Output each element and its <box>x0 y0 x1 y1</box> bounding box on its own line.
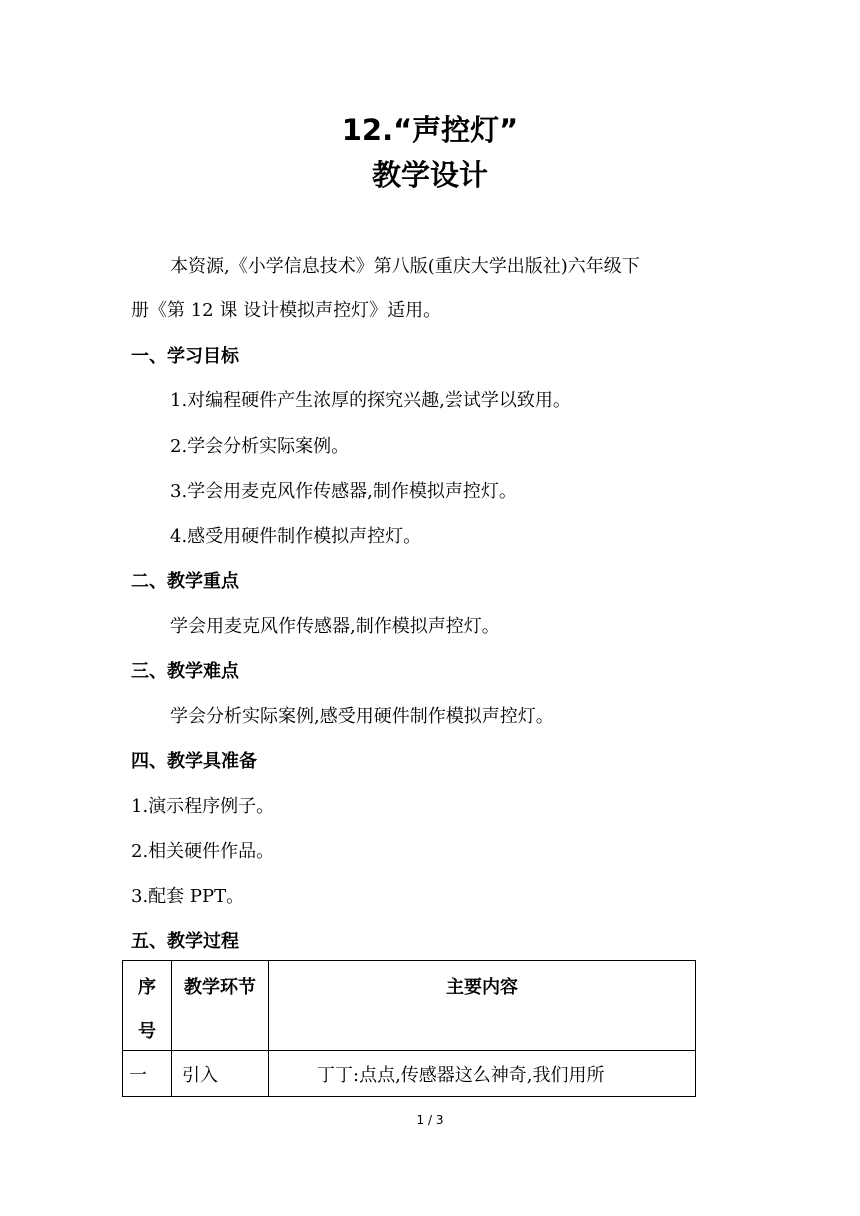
goal-item-3: 3.学会用麦克风作传感器,制作模拟声控灯。 <box>170 481 517 502</box>
goal-item-1: 1.对编程硬件产生浓厚的探究兴趣,尝试学以致用。 <box>170 390 571 411</box>
section-heading-materials: 四、教学具准备 <box>131 751 257 772</box>
row-content-cell <box>269 1051 696 1097</box>
difficulties-text: 学会分析实际案例,感受用硬件制作模拟声控灯。 <box>170 706 554 727</box>
intro-line-1: 本资源,《小学信息技术》第八版(重庆大学出版社)六年级下 <box>170 256 640 277</box>
table-header-row <box>123 961 696 1051</box>
intro-line-2: 册《第 12 课 设计模拟声控灯》适用。 <box>131 300 442 321</box>
row-number: 一 <box>129 1065 147 1086</box>
goal-item-4: 4.感受用硬件制作模拟声控灯。 <box>170 526 422 547</box>
section-heading-key-points: 二、教学重点 <box>131 571 239 592</box>
section-heading-goals: 一、学习目标 <box>131 346 239 367</box>
header-number-line-1: 序 <box>138 977 156 998</box>
section-heading-difficulties: 三、教学难点 <box>131 661 239 682</box>
header-cell-number <box>123 961 172 1051</box>
row-stage: 引入 <box>182 1065 218 1086</box>
row-content: 丁丁:点点,传感器这么神奇,我们用所 <box>317 1065 605 1086</box>
section-heading-process: 五、教学过程 <box>131 931 239 952</box>
material-item-1: 1.演示程序例子。 <box>131 796 275 817</box>
page-number: 1 / 3 <box>416 1113 444 1127</box>
row-number-cell <box>123 1051 172 1097</box>
header-stage-label: 教学环节 <box>184 977 256 998</box>
header-number-line-2: 号 <box>138 1021 156 1042</box>
title-line-2: 教学设计 <box>371 158 488 192</box>
material-item-2: 2.相关硬件作品。 <box>131 841 275 862</box>
row-stage-cell <box>172 1051 269 1097</box>
key-points-text: 学会用麦克风作传感器,制作模拟声控灯。 <box>170 616 500 637</box>
title-line-1: 12.“声控灯” <box>341 113 519 147</box>
goal-item-2: 2.学会分析实际案例。 <box>170 436 350 457</box>
table-row <box>123 1051 696 1097</box>
header-cell-content <box>269 961 696 1051</box>
header-content-label: 主要内容 <box>446 977 518 998</box>
process-table <box>122 960 696 1097</box>
material-item-3: 3.配套 PPT。 <box>131 886 245 907</box>
header-cell-stage <box>172 961 269 1051</box>
